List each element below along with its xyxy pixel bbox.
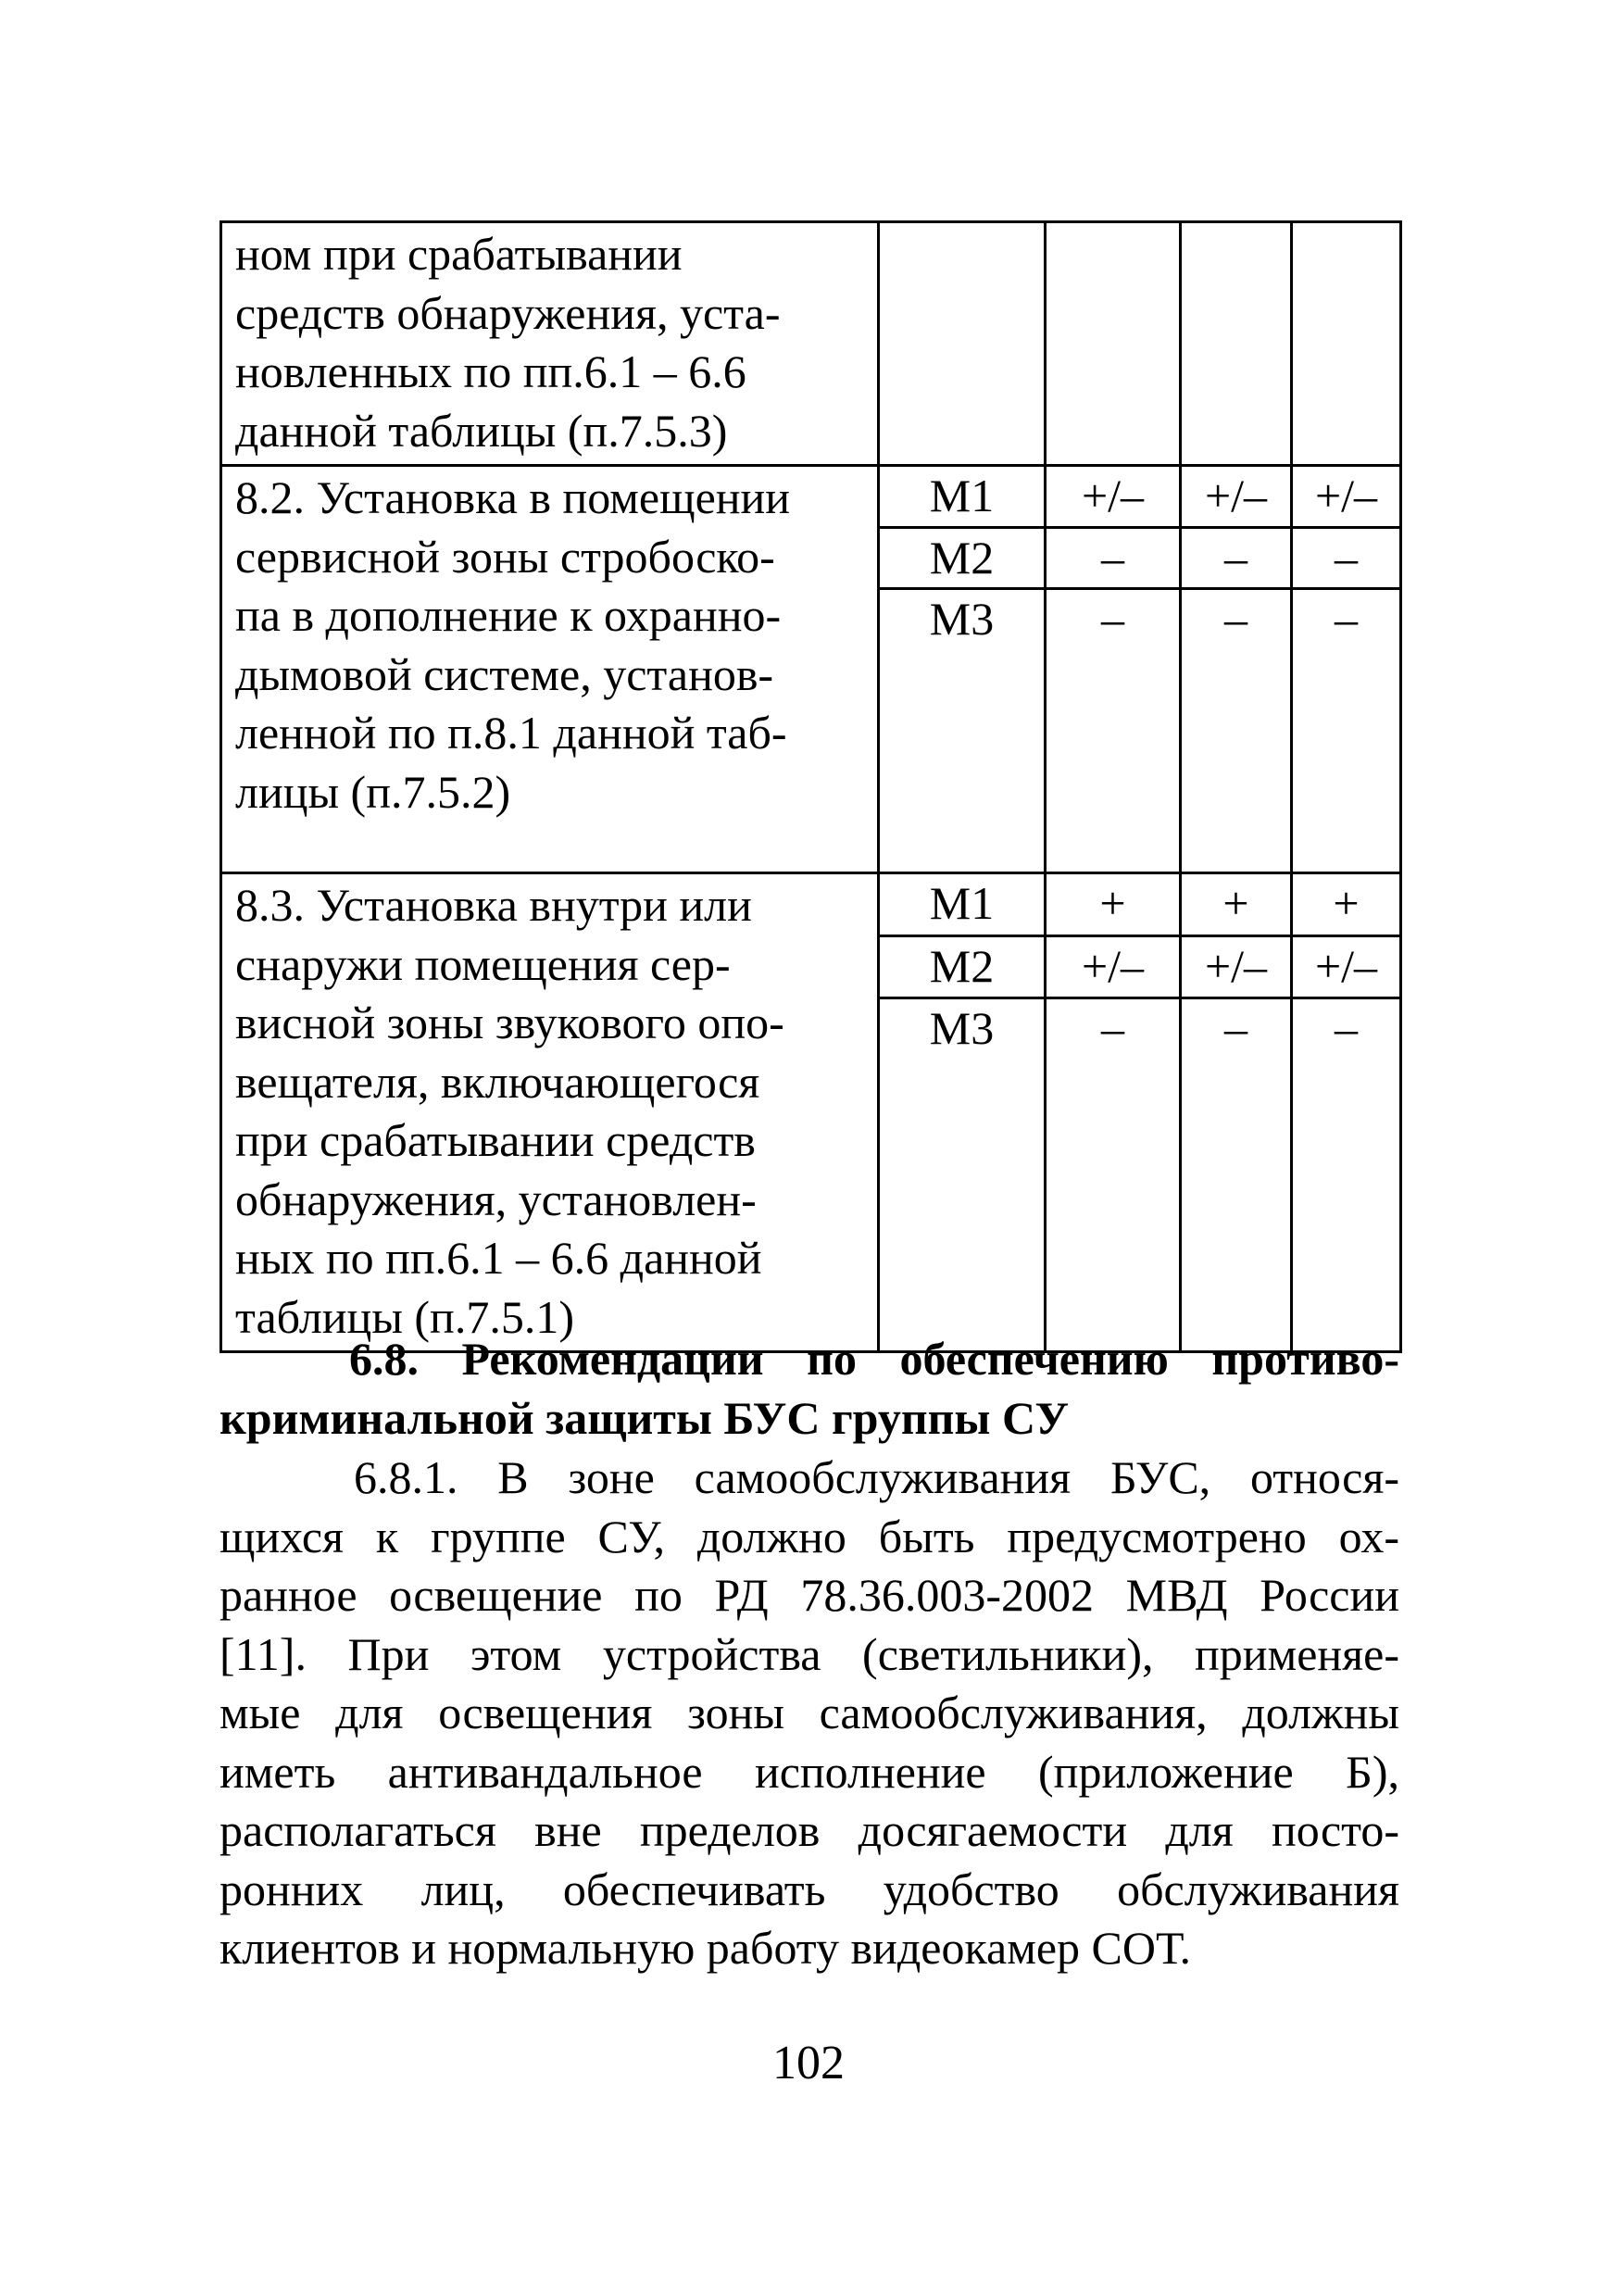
mark-cell: + bbox=[1181, 873, 1292, 936]
desc-line: дымовой системе, установ- bbox=[235, 647, 774, 700]
mark-cell: – bbox=[1181, 998, 1292, 1352]
paragraph-line: [11]. При этом устройства (светильники), применяе- bbox=[219, 1627, 1399, 1680]
desc-line: ном при срабатывании bbox=[235, 228, 683, 280]
paragraph-line: мые для освещения зоны самообслуживания, должны bbox=[219, 1687, 1399, 1738]
desc-line: ленной по п.8.1 данной таб- bbox=[235, 707, 787, 759]
level-label: М2 bbox=[879, 935, 1046, 998]
mark-cell: + bbox=[1046, 873, 1181, 936]
mark-cell: – bbox=[1292, 998, 1401, 1352]
level-label: М1 bbox=[879, 873, 1046, 936]
row-description bbox=[221, 466, 879, 873]
mark-cell: – bbox=[1046, 527, 1181, 589]
section-heading-line: 6.8. Рекомендации по обеспечению противо- bbox=[349, 1333, 1399, 1385]
mark-cell: – bbox=[1292, 589, 1401, 873]
mark-cell: +/– bbox=[1181, 935, 1292, 998]
mark-cell: +/– bbox=[1292, 466, 1401, 528]
paragraph-line: располагаться вне пределов досягаемости для посто- bbox=[219, 1804, 1399, 1856]
level-label: М3 bbox=[879, 589, 1046, 873]
requirements-table bbox=[219, 220, 1402, 1353]
row-description bbox=[221, 873, 879, 1352]
empty-cell bbox=[1292, 222, 1401, 466]
table-row-8-3 bbox=[221, 873, 1401, 936]
paragraph-line: клиентов и нормальную работу видеокамер СОТ. bbox=[219, 1922, 1192, 1974]
desc-line: обнаружения, установлен- bbox=[235, 1173, 757, 1225]
paragraph-line: 6.8.1. В зоне самообслуживания БУС, относя- bbox=[354, 1451, 1399, 1503]
mark-cell: – bbox=[1046, 589, 1181, 873]
table-row-continuation bbox=[221, 222, 1401, 466]
desc-line: при срабатывании средств bbox=[235, 1114, 756, 1166]
desc-line: новленных по пп.6.1 – 6.6 bbox=[235, 345, 746, 397]
desc-line: па в дополнение к охранно- bbox=[235, 589, 782, 641]
desc-line: лицы (п.7.5.2) bbox=[235, 765, 511, 818]
paragraph-line: ронних лиц, обеспечивать удобство обслуживания bbox=[219, 1863, 1399, 1915]
mark-cell: + bbox=[1292, 873, 1401, 936]
page-number: 102 bbox=[772, 2037, 845, 2089]
desc-line: средств обнаружения, уста- bbox=[235, 286, 781, 339]
desc-line: 8.2. Установка в помещении bbox=[235, 471, 791, 523]
level-label: М3 bbox=[879, 998, 1046, 1352]
empty-cell bbox=[1181, 222, 1292, 466]
table-row-8-2 bbox=[221, 466, 1401, 528]
level-label: М2 bbox=[879, 527, 1046, 589]
paragraph-6-8-1 bbox=[219, 1449, 1399, 1978]
section-heading bbox=[219, 1330, 1399, 1448]
desc-line: таблицы (п.7.5.1) bbox=[235, 1290, 574, 1343]
paragraph-line: ранное освещение по РД 78.36.003-2002 МВД России bbox=[219, 1569, 1399, 1621]
mark-cell: – bbox=[1181, 589, 1292, 873]
desc-line: ных по пп.6.1 – 6.6 данной bbox=[235, 1232, 762, 1284]
desc-line: 8.3. Установка внутри или bbox=[235, 879, 752, 931]
mark-cell: +/– bbox=[1292, 935, 1401, 998]
desc-line: сервисной зоны стробоско- bbox=[235, 530, 775, 583]
section-heading-line: криминальной защиты БУС группы СУ bbox=[219, 1391, 1070, 1444]
paragraph-line: иметь антивандальное исполнение (приложение Б), bbox=[219, 1745, 1399, 1798]
desc-line: висной зоны звукового опо- bbox=[235, 997, 784, 1048]
mark-cell: +/– bbox=[1046, 935, 1181, 998]
desc-line: данной таблицы (п.7.5.3) bbox=[235, 404, 728, 457]
mark-cell: +/– bbox=[1046, 466, 1181, 528]
mark-cell: – bbox=[1181, 527, 1292, 589]
desc-line: вещателя, включающегося bbox=[235, 1055, 760, 1108]
mark-cell: +/– bbox=[1181, 466, 1292, 528]
mark-cell: – bbox=[1046, 998, 1181, 1352]
level-label: М1 bbox=[879, 466, 1046, 528]
empty-cell bbox=[879, 222, 1046, 466]
empty-cell bbox=[1046, 222, 1181, 466]
desc-line: снаружи помещения сер- bbox=[235, 937, 731, 990]
paragraph-line: щихся к группе СУ, должно быть предусмотрено ох- bbox=[219, 1510, 1399, 1562]
row-description bbox=[221, 222, 879, 466]
mark-cell: – bbox=[1292, 527, 1401, 589]
